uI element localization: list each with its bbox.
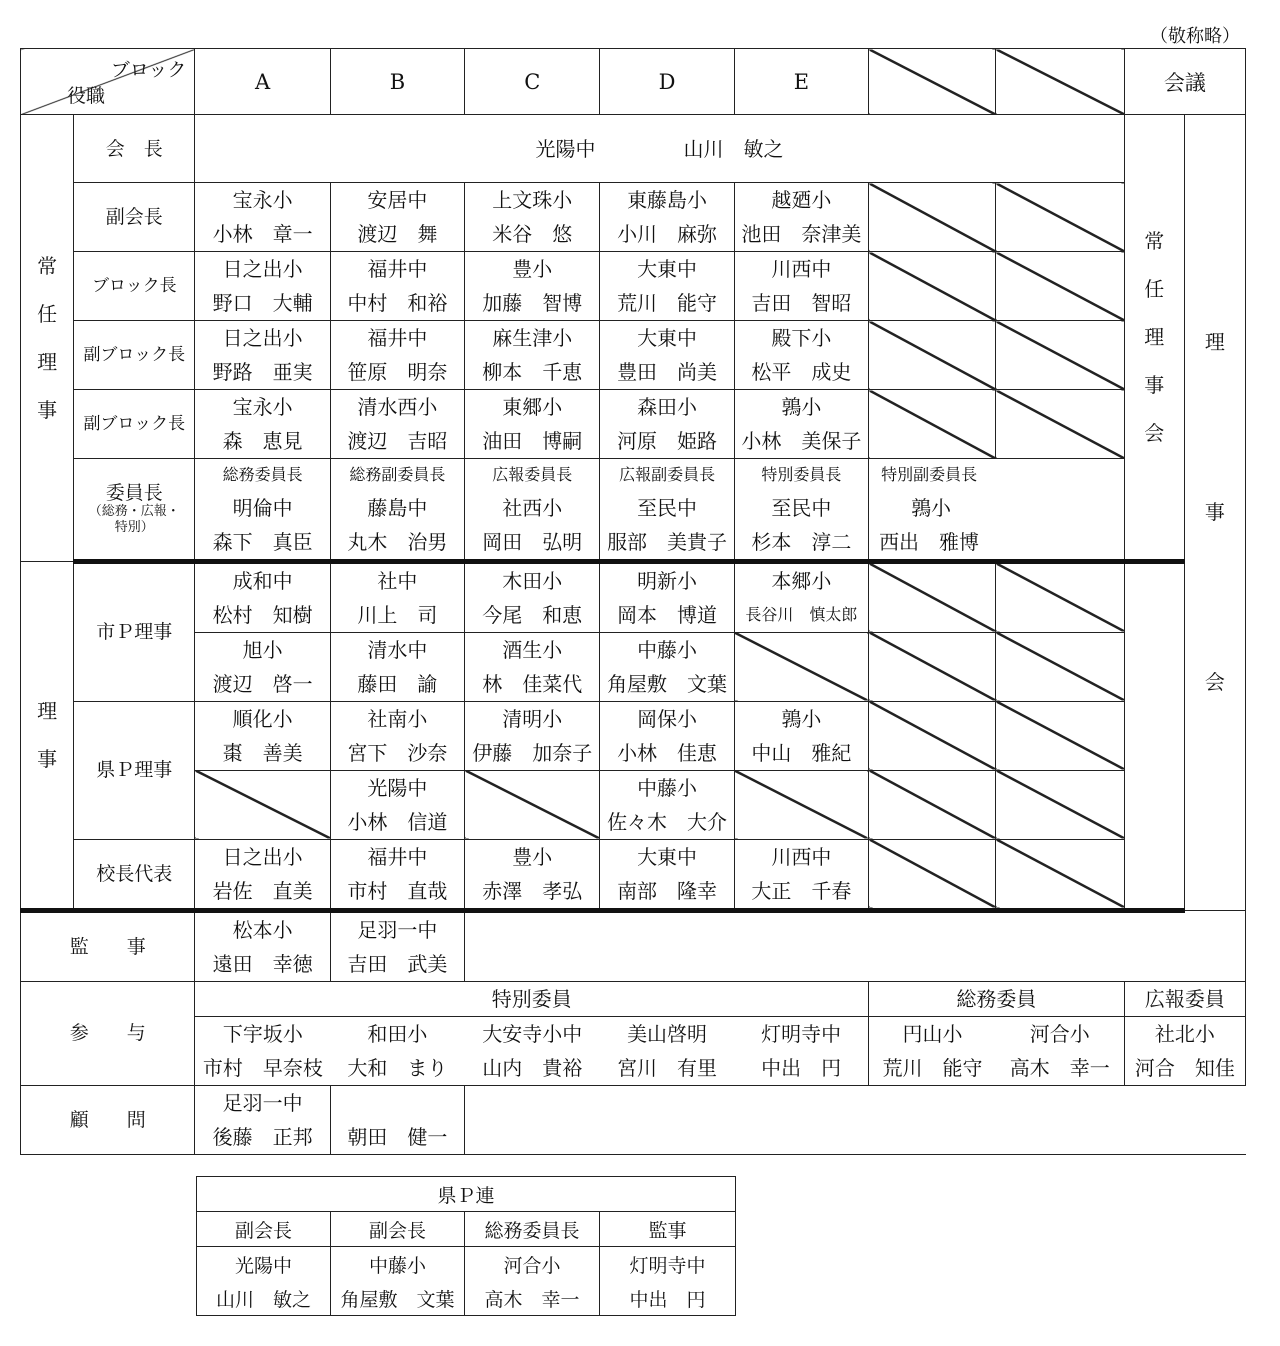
school: 大東中: [600, 839, 734, 874]
empty-cell: [996, 252, 1124, 321]
empty-cell: [869, 770, 996, 839]
kanji-label: 監 事: [21, 910, 195, 981]
school: 日之出小: [195, 252, 330, 287]
empty-cell: [869, 390, 996, 459]
name: 小林 章一: [195, 217, 330, 252]
name: 今尾 和恵: [465, 598, 600, 633]
school: 社北小: [1124, 1016, 1245, 1051]
school: 東郷小: [465, 390, 600, 425]
committee-title: 総務副委員長: [330, 459, 464, 491]
school: 鶉小: [734, 701, 868, 736]
committee-title: 特別副委員長: [869, 459, 1125, 491]
kenp-role: 副会長: [331, 1212, 465, 1247]
name: 柳本 千恵: [465, 355, 600, 390]
name: 豊田 尚美: [600, 355, 734, 390]
corner-block-label: ブロック: [110, 59, 187, 81]
name: 中出 円: [734, 1051, 868, 1086]
name: 油田 博嗣: [465, 424, 600, 459]
name: 渡辺 吉昭: [330, 424, 464, 459]
block-d-header: D: [600, 49, 734, 115]
name: 米谷 悠: [465, 217, 600, 252]
name: 岡本 博道: [600, 598, 734, 633]
empty-cell: [996, 183, 1124, 252]
school: 社中: [330, 561, 464, 598]
kaicho-row: [21, 115, 1246, 149]
jonin-rijikai-label: 常任理事会: [1124, 115, 1184, 562]
kaicho-label: 会 長: [74, 115, 195, 183]
fukukaicho-row: [21, 183, 1246, 218]
school: 円山小: [869, 1016, 996, 1051]
name: 吉田 武美: [330, 947, 464, 982]
kocho-daihyo-row: [21, 839, 1246, 874]
iincho-row: [21, 459, 1246, 491]
name: 加藤 智博: [465, 286, 600, 321]
kaigi-header: 会議: [1124, 49, 1245, 115]
shi-p-riji-row-1: [21, 561, 1246, 598]
school: 順化小: [195, 701, 330, 736]
name: 南部 隆幸: [600, 874, 734, 911]
school: 灯明寺中: [734, 1016, 868, 1051]
kaicho-name: 山川 敏之: [683, 136, 784, 161]
school: 森田小: [600, 390, 734, 425]
name: 宮下 沙奈: [330, 736, 464, 771]
school: 下宇坂小: [195, 1016, 330, 1051]
komon-row: [21, 1085, 1246, 1120]
school: 越廼小: [734, 183, 868, 218]
school: 足羽一中: [195, 1085, 330, 1120]
school: 上文珠小: [465, 183, 600, 218]
committee-title: 特別委員長: [734, 459, 868, 491]
school: 明新小: [600, 561, 734, 598]
fukukaicho-label: 副会長: [74, 183, 195, 252]
empty-cell: [996, 770, 1124, 839]
empty-cell: [869, 561, 996, 632]
kaicho-cell: [195, 115, 1124, 183]
school: 鶉小: [869, 491, 1125, 525]
name: 池田 奈津美: [734, 217, 868, 252]
name: 小川 麻弥: [600, 217, 734, 252]
committee-title: 総務委員長: [195, 459, 330, 491]
name: 小林 佳恵: [600, 736, 734, 771]
name: 荒川 能守: [600, 286, 734, 321]
name: 後藤 正邦: [195, 1120, 330, 1155]
riji-label: 理事: [21, 561, 74, 910]
block-cho-row: [21, 252, 1246, 287]
name: 朝田 健一: [330, 1120, 464, 1155]
block-cho-label: ブロック長: [74, 252, 195, 321]
blank-cell: [465, 910, 1246, 981]
school: 大東中: [600, 252, 734, 287]
name: 野口 大輔: [195, 286, 330, 321]
blank-kaigi-cell: [1124, 561, 1184, 910]
name: 大和 まり: [330, 1051, 464, 1086]
school: 美山啓明: [600, 1016, 734, 1051]
name: 山内 貴裕: [465, 1051, 600, 1086]
name: 遠田 幸徳: [195, 947, 330, 982]
school: 豊小: [465, 252, 600, 287]
name: 伊藤 加奈子: [465, 736, 600, 771]
name: 笹原 明奈: [330, 355, 464, 390]
kenp-school: 中藤小: [331, 1247, 465, 1282]
empty-header-cell: [996, 49, 1124, 115]
school: 中藤小: [600, 770, 734, 805]
block-c-header: C: [465, 49, 600, 115]
school: 松本小: [195, 910, 330, 947]
name: 森 恵見: [195, 424, 330, 459]
school: 至民中: [600, 491, 734, 525]
rijikai-label: 理事会: [1184, 115, 1245, 911]
koho-iin-header: 広報委員: [1124, 981, 1245, 1016]
school: 豊小: [465, 839, 600, 874]
name: 岡田 弘明: [465, 525, 600, 562]
school: 安居中: [330, 183, 464, 218]
name: 赤澤 孝弘: [465, 874, 600, 911]
iincho-title: 委員長: [105, 481, 163, 504]
sanyo-header-row: [21, 981, 1246, 1016]
name: 渡辺 舞: [330, 217, 464, 252]
block-b-header: B: [330, 49, 464, 115]
name: 大正 千春: [734, 874, 868, 911]
name: 荒川 能守: [869, 1051, 996, 1086]
school: 清明小: [465, 701, 600, 736]
school: 麻生津小: [465, 321, 600, 356]
name: 渡辺 啓一: [195, 667, 330, 702]
name: 佐々木 大介: [600, 805, 734, 840]
kenp-title: 県Ｐ連: [197, 1177, 736, 1212]
ken-p-riji-row-1: [21, 701, 1246, 736]
empty-cell: [869, 701, 996, 770]
empty-cell: [869, 183, 996, 252]
name: 西出 雅博: [869, 525, 1125, 562]
kocho-daihyo-label: 校長代表: [74, 839, 195, 910]
name: 服部 美貴子: [600, 525, 734, 562]
name: 角屋敷 文葉: [600, 667, 734, 702]
komon-label: 顧 問: [21, 1085, 195, 1154]
kenp-role: 監事: [600, 1212, 736, 1247]
honorifics-note: （敬称略）: [1150, 26, 1240, 47]
empty-cell: [869, 252, 996, 321]
school: 大東中: [600, 321, 734, 356]
fuku-block-cho-label: 副ブロック長: [74, 321, 195, 390]
empty-cell: [996, 839, 1124, 910]
name: 河合 知佳: [1124, 1051, 1245, 1086]
name: 岩佐 直美: [195, 874, 330, 911]
name: 松村 知樹: [195, 598, 330, 633]
school: 殿下小: [734, 321, 868, 356]
name: 棗 善美: [195, 736, 330, 771]
name: 丸木 治男: [330, 525, 464, 562]
block-e-header: E: [734, 49, 868, 115]
school: 旭小: [195, 632, 330, 667]
name: 杉本 淳二: [734, 525, 868, 562]
jonin-riji-label: 常任理事: [21, 115, 74, 562]
school: 清水中: [330, 632, 464, 667]
officer-table: [20, 48, 1246, 1155]
school: 藤島中: [330, 491, 464, 525]
name: 小林 美保子: [734, 424, 868, 459]
school: 明倫中: [195, 491, 330, 525]
fuku-block-cho-row-1: [21, 321, 1246, 356]
name: 宮川 有里: [600, 1051, 734, 1086]
block-a-header: A: [195, 49, 330, 115]
somu-iin-header: 総務委員: [869, 981, 1125, 1016]
iincho-note: （総務・広報・特別）: [88, 503, 180, 535]
empty-cell: [996, 632, 1124, 701]
name: 森下 真臣: [195, 525, 330, 562]
kenp-role: 総務委員長: [465, 1212, 600, 1247]
blank-cell: [465, 1085, 1246, 1154]
school: 宝永小: [195, 390, 330, 425]
sanyo-label: 参 与: [21, 981, 195, 1085]
school: 酒生小: [465, 632, 600, 667]
name: 藤田 諭: [330, 667, 464, 702]
school: 川西中: [734, 839, 868, 874]
header-corner: [21, 49, 195, 115]
school: 福井中: [330, 252, 464, 287]
header-row: [21, 49, 1246, 115]
school: 本郷小: [734, 561, 868, 598]
kenp-name: 中出 円: [600, 1281, 736, 1316]
name: 吉田 智昭: [734, 286, 868, 321]
school: 成和中: [195, 561, 330, 598]
empty-cell: [996, 321, 1124, 390]
school: 大安寺小中: [465, 1016, 600, 1051]
empty-cell: [869, 632, 996, 701]
name: 松平 成史: [734, 355, 868, 390]
name: 川上 司: [330, 598, 464, 633]
empty-cell: [996, 701, 1124, 770]
ken-p-riji-row-2: [21, 770, 1246, 805]
shi-p-riji-label: 市Ｐ理事: [74, 561, 195, 701]
school: 至民中: [734, 491, 868, 525]
empty-cell: [996, 561, 1124, 632]
school: 足羽一中: [330, 910, 464, 947]
iincho-label: [74, 459, 195, 562]
empty-header-cell: [869, 49, 996, 115]
school: 川西中: [734, 252, 868, 287]
fuku-block-cho-label: 副ブロック長: [74, 390, 195, 459]
school: 鶉小: [734, 390, 868, 425]
name: 林 佳菜代: [465, 667, 600, 702]
ken-p-riji-label: 県Ｐ理事: [74, 701, 195, 839]
name: 小林 信道: [330, 805, 464, 840]
school: 和田小: [330, 1016, 464, 1051]
name: 市村 直哉: [330, 874, 464, 911]
shi-p-riji-row-2: [21, 632, 1246, 667]
corner-role-label: 役職: [67, 85, 106, 107]
kenp-school: 灯明寺中: [600, 1247, 736, 1282]
school: 福井中: [330, 839, 464, 874]
kenp-name: 山川 敏之: [197, 1281, 331, 1316]
school: 木田小: [465, 561, 600, 598]
school: 中藤小: [600, 632, 734, 667]
fuku-block-cho-row-2: [21, 390, 1246, 425]
name: 河原 姫路: [600, 424, 734, 459]
school: 光陽中: [330, 770, 464, 805]
name: 中村 和裕: [330, 286, 464, 321]
kenp-table: [196, 1176, 736, 1316]
school: 宝永小: [195, 183, 330, 218]
committee-title: 広報副委員長: [600, 459, 734, 491]
kenp-school: 河合小: [465, 1247, 600, 1282]
name: 高木 幸一: [996, 1051, 1124, 1086]
kenp-name: 高木 幸一: [465, 1281, 600, 1316]
tokubetsu-iin-header: 特別委員: [195, 981, 869, 1016]
school: 河合小: [996, 1016, 1124, 1051]
empty-cell: [996, 390, 1124, 459]
name: 野路 亜実: [195, 355, 330, 390]
kenp-name: 角屋敷 文葉: [331, 1281, 465, 1316]
school: 岡保小: [600, 701, 734, 736]
committee-title: 広報委員長: [465, 459, 600, 491]
name: 中山 雅紀: [734, 736, 868, 771]
kanji-row: [21, 910, 1246, 947]
school: 社南小: [330, 701, 464, 736]
school: 福井中: [330, 321, 464, 356]
empty-cell: [869, 839, 996, 910]
school: 日之出小: [195, 321, 330, 356]
empty-cell: [465, 770, 600, 839]
empty-cell: [734, 770, 868, 839]
empty-cell: [734, 632, 868, 701]
kenp-role: 副会長: [197, 1212, 331, 1247]
kenp-school: 光陽中: [197, 1247, 331, 1282]
school: 社西小: [465, 491, 600, 525]
kaicho-school: 光陽中: [535, 136, 596, 161]
school: 日之出小: [195, 839, 330, 874]
empty-cell: [869, 321, 996, 390]
empty-cell: [195, 770, 330, 839]
school: 清水西小: [330, 390, 464, 425]
school: 東藤島小: [600, 183, 734, 218]
name: 市村 早奈枝: [195, 1051, 330, 1086]
school: [330, 1085, 464, 1120]
name: 長谷川 慎太郎: [734, 598, 868, 633]
